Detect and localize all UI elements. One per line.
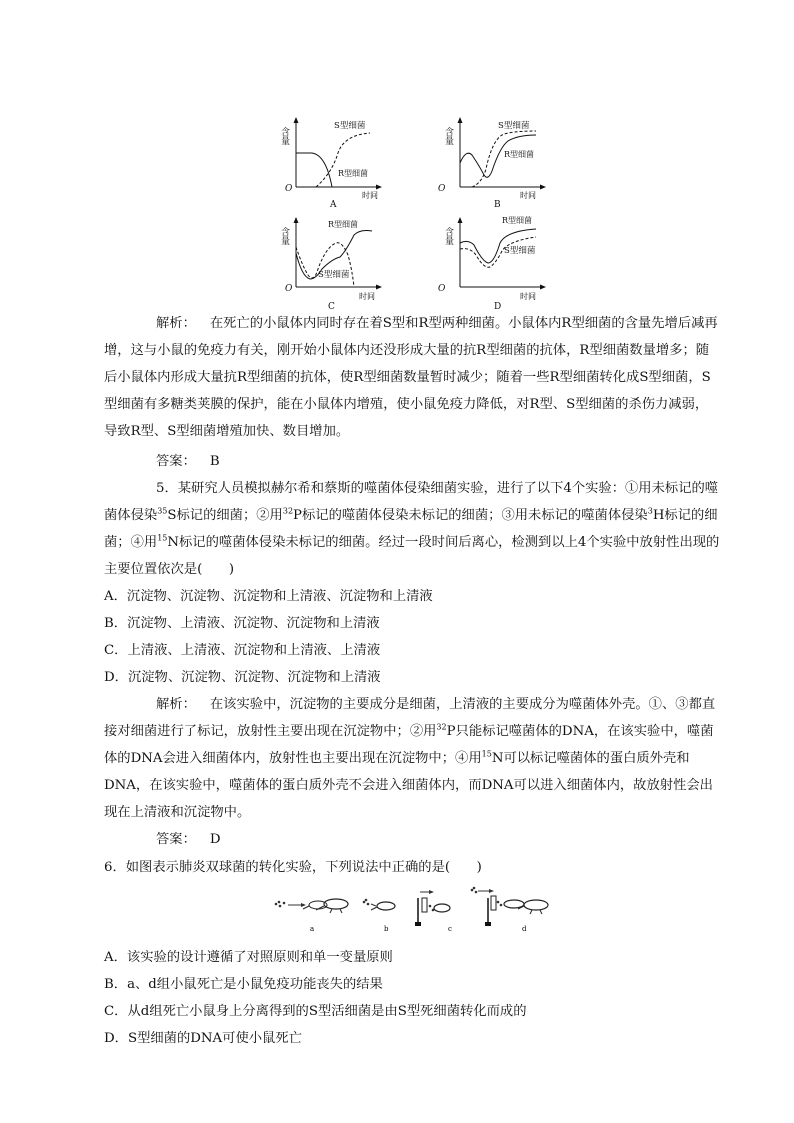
q5-stem	[104, 475, 720, 583]
y-axis-arrow	[458, 217, 463, 223]
q4-explanation-text: 在死亡的小鼠体内同时存在着S型和R型两种细菌。小鼠体内R型细菌的含量先增后减再增，这与小鼠的免疫力有关，刚开始小鼠体内还没形成大量的抗R型细菌的抗体，R型细菌数量增多；随后小鼠体内形成大量抗R型细菌的抗体，使R型细菌数量暂时减少；随着一些R型细菌转化成S型细菌，S型细菌有多糖类荚膜的保护，能在小鼠体内增殖，使小鼠免疫力降低，对R型、S型细菌的杀伤力减弱，导致R型、S型细菌增殖加快、数目增加。	[104, 316, 718, 439]
chart-panel-c-svg	[279, 213, 392, 313]
q5-explanation-part: N可以标记噬菌体的蛋白质外壳和DNA，在该实验中，噬菌体的蛋白质外壳不会进入细菌体内，而DNA可以进入细菌体内，故放射性会出现在上清液和沉淀物中。	[104, 751, 713, 820]
r-type-curve	[296, 153, 332, 187]
q6-option-b[interactable]: B．a、d组小鼠死亡是小鼠免疫功能丧失的结果	[104, 977, 383, 992]
y-axis-label: 含量	[279, 227, 289, 245]
q6-stem	[104, 854, 482, 881]
q5-explanation	[104, 691, 720, 826]
isotope-superscript: 35	[157, 506, 168, 516]
group-d-illustration	[471, 887, 548, 926]
q5-answer	[104, 826, 221, 853]
group-c-illustration	[415, 890, 450, 926]
panel-label: C	[328, 302, 335, 312]
isotope-superscript: 3	[647, 506, 653, 516]
q6-experiment-svg	[270, 884, 560, 936]
y-axis-label-char1: 含量	[279, 127, 289, 145]
group-label-c: c	[448, 925, 452, 933]
chart-panel-b	[438, 113, 556, 217]
q5-answer-value: D	[209, 832, 221, 847]
r-type-label: R型细菌	[502, 216, 533, 225]
isotope-superscript: 15	[157, 533, 168, 543]
q4-answer	[104, 448, 220, 475]
y-axis-label: 含量	[443, 227, 453, 245]
group-b-illustration	[363, 899, 395, 910]
q6-experiment-figure	[270, 884, 560, 940]
y-axis-label: 含量	[443, 127, 453, 145]
q4-answer-label: 答案：	[156, 454, 196, 469]
x-axis-label: 时间	[362, 191, 378, 200]
q5-explanation-part: 在该实验中，沉淀物的主要成分是细菌，上清液的主要成分为噬菌体外壳。①、③都直接对细菌进行了标记，放射性主要出现在沉淀物中；②用	[104, 697, 716, 739]
x-axis-label: 时间	[520, 191, 536, 200]
q5-stem-part: S标记的细菌；②用	[167, 508, 283, 523]
q5-explanation-part: P只能标记噬菌体的DNA，在该实验中，噬菌体的DNA会进入细菌体内，放射性也主要出现在沉淀物中；④用	[104, 724, 714, 766]
q5-stem-part: P标记的噬菌体侵染未标记的细菌；③用未标记的噬菌体侵染	[293, 508, 648, 523]
q6-option-a[interactable]: A．该实验的设计遵循了对照原则和单一变量原则	[104, 950, 393, 965]
s-type-curve	[296, 243, 354, 287]
y-axis-arrow	[294, 117, 299, 123]
origin-label: O	[285, 284, 293, 294]
q5-stem-part: N标记的噬菌体侵染未标记的细菌。经过一段时间后离心，检测到以上4个实验中放射性出现的主要位置依次是( )	[104, 535, 720, 577]
x-axis-arrow	[540, 285, 546, 290]
x-axis-label: 时间	[520, 292, 536, 301]
x-axis-arrow	[376, 285, 382, 290]
isotope-superscript: 32	[436, 722, 447, 732]
y-axis-arrow	[294, 217, 299, 223]
r-type-label: R型细菌	[338, 169, 369, 178]
q6-option-c[interactable]: C．从d组死亡小鼠身上分离得到的S型活细菌是由S型死细菌转化而成的	[104, 1004, 527, 1019]
q5-option-c[interactable]: C．上清液、上清液、沉淀物和上清液、上清液	[104, 643, 381, 658]
chart-panel-b-svg	[438, 113, 556, 213]
origin-label: O	[438, 184, 446, 194]
panel-label: D	[494, 302, 502, 312]
q5-answer-label: 答案：	[156, 832, 196, 847]
q4-answer-value: B	[209, 454, 220, 469]
s-type-label: S型细菌	[334, 121, 366, 131]
panel-label: B	[494, 200, 501, 210]
s-type-label: S型细菌	[318, 270, 350, 280]
origin-label: O	[438, 284, 446, 294]
group-a-illustration	[275, 899, 348, 913]
r-type-label: R型细菌	[328, 220, 359, 229]
chart-panel-d	[438, 213, 556, 317]
q4-explanation-label: 解析：	[156, 316, 196, 331]
q5-option-d[interactable]: D．沉淀物、沉淀物、沉淀物、沉淀物和上清液	[104, 670, 381, 685]
group-label-d: d	[522, 925, 527, 933]
q5-stem-part: H标记的细菌；④用	[104, 508, 718, 550]
origin-label: O	[285, 184, 293, 194]
x-axis-arrow	[376, 185, 382, 190]
r-type-label: R型细菌	[504, 150, 535, 159]
s-type-curve	[316, 133, 370, 187]
panel-label: A	[330, 200, 337, 210]
x-axis-label: 时间	[359, 292, 375, 301]
q6-stem-text: 6．如图表示肺炎双球菌的转化实验，下列说法中正确的是( )	[104, 860, 482, 875]
q5-option-b[interactable]: B．沉淀物、上清液、沉淀物、沉淀物和上清液	[104, 616, 380, 631]
q6-option-d[interactable]: D．S型细菌的DNA可使小鼠死亡	[104, 1031, 302, 1046]
q4-explanation	[104, 310, 720, 445]
q5-option-a[interactable]: A．沉淀物、沉淀物、沉淀物和上清液、沉淀物和上清液	[104, 589, 433, 604]
q5-explanation-label: 解析：	[156, 697, 196, 712]
s-type-label: S型细菌	[498, 121, 530, 131]
chart-panel-c	[279, 213, 392, 317]
isotope-superscript: 32	[282, 506, 294, 516]
s-type-curve	[472, 131, 536, 187]
y-axis-arrow	[458, 117, 463, 123]
chart-panel-a	[279, 113, 392, 217]
x-axis-arrow	[540, 185, 546, 190]
chart-panel-d-svg	[438, 213, 556, 313]
isotope-superscript: 15	[481, 749, 492, 759]
group-label-a: a	[310, 925, 315, 933]
chart-panel-a-svg	[279, 113, 392, 213]
q5-stem-part: 5．某研究人员模拟赫尔希和蔡斯的噬菌体侵染细菌实验，进行了以下4个实验：①用未标记的噬菌体侵染	[104, 481, 719, 523]
s-type-label: S型细菌	[504, 246, 536, 256]
group-label-b: b	[384, 925, 389, 933]
